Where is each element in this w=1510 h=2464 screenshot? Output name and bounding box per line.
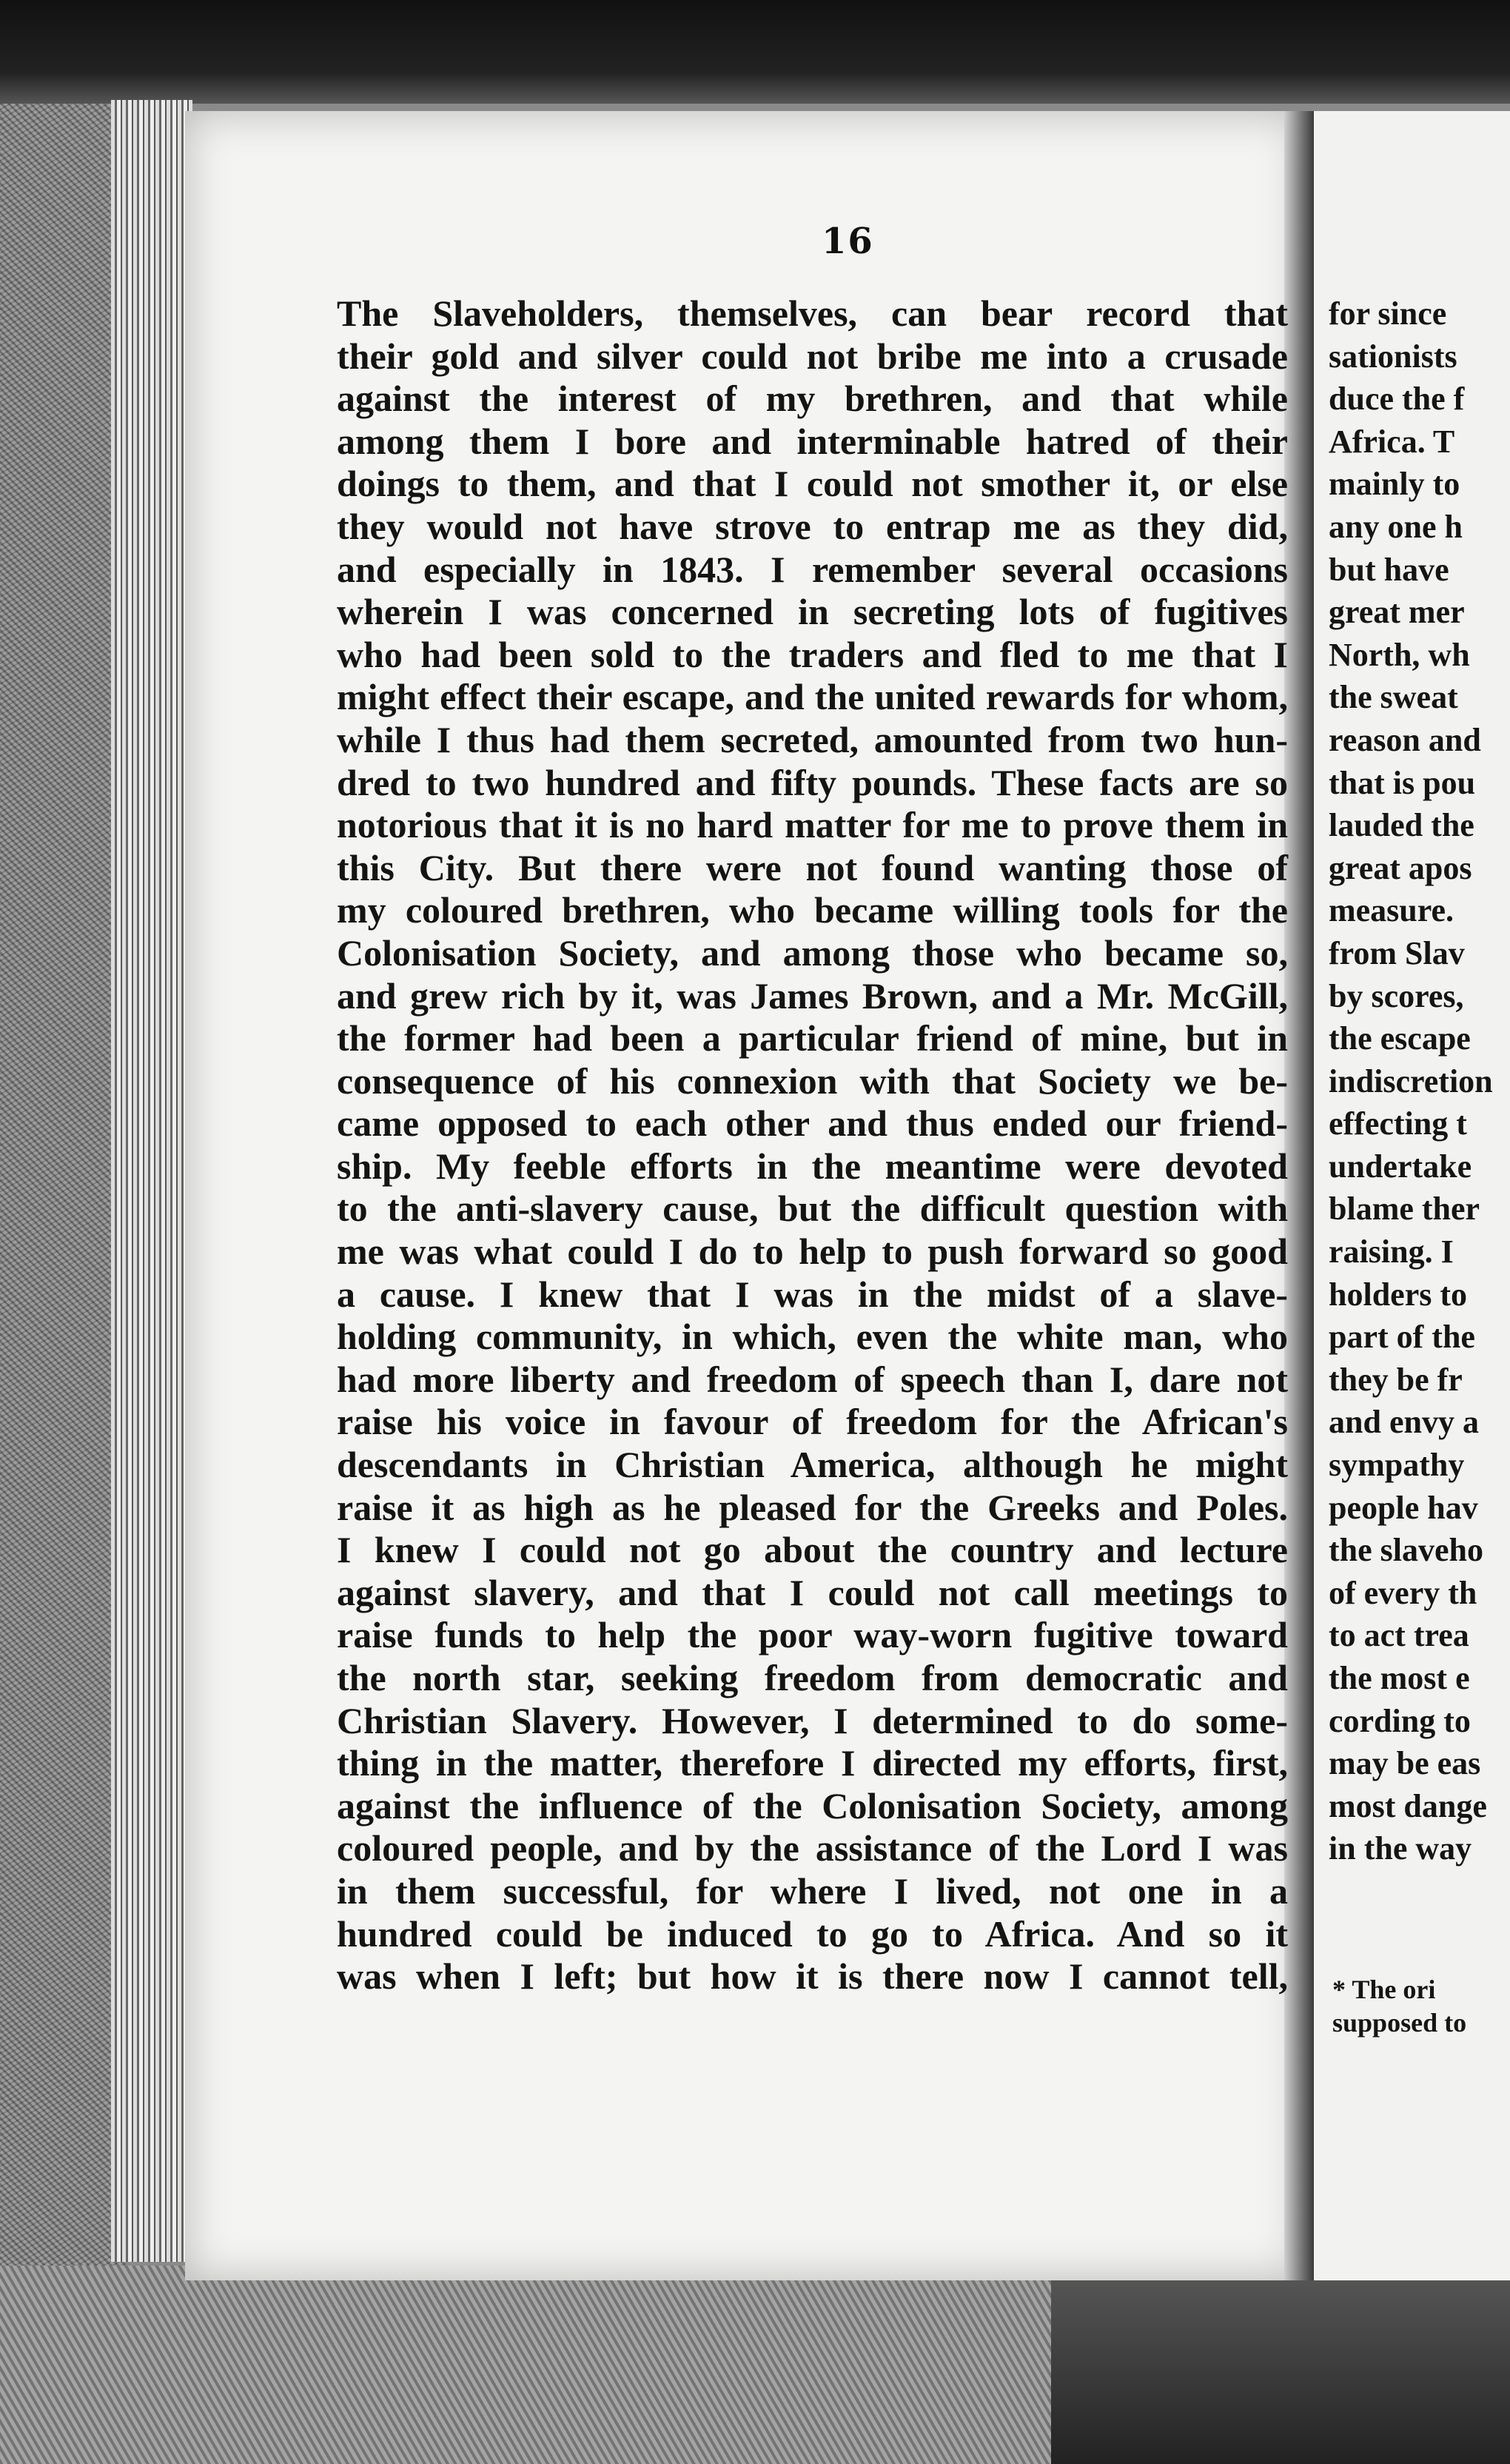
text-line: thing in the matter, therefore I directed my efforts, first, [337, 1742, 1288, 1784]
right-text-line: they be fr [1329, 1361, 1463, 1398]
text-line: my coloured brethren, who became willing tools for the [337, 889, 1288, 931]
right-page-footnote [1332, 1973, 1510, 2040]
text-line: hundred could be induced to go to Africa. And so it [337, 1912, 1288, 1955]
text-line: while I thus had them secreted, amounted from two hun- [337, 718, 1288, 760]
text-line: the former had been a particular friend of mine, but in [337, 1017, 1288, 1059]
right-text-line: cording to [1329, 1702, 1471, 1739]
right-text-line: to act trea [1329, 1617, 1469, 1654]
text-line: The Slaveholders, themselves, can bear record that [337, 292, 1288, 334]
text-line: Colonisation Society, and among those who became so, [337, 931, 1288, 974]
right-text-line: for since [1329, 295, 1447, 332]
right-text-line: from Slav [1329, 934, 1465, 971]
right-text-line: blame ther [1329, 1191, 1480, 1228]
page-number: 16 [822, 221, 874, 262]
text-line: among them I bore and interminable hatred of their [337, 420, 1288, 462]
text-line: their gold and silver could not bribe me into a crusade [337, 335, 1288, 377]
right-text-line: Africa. T [1329, 423, 1455, 460]
right-text-line: the slaveho [1329, 1532, 1483, 1569]
text-line: raise funds to help the poor way-worn fugitive toward [337, 1614, 1288, 1656]
right-text-line: measure. [1329, 892, 1454, 929]
right-text-line: sympathy [1329, 1447, 1465, 1484]
text-line: I knew I could not go about the country and lecture [337, 1529, 1288, 1571]
text-line: raise his voice in favour of freedom for the African's [337, 1401, 1288, 1443]
text-line: and grew rich by it, was James Brown, and a Mr. McGill, [337, 974, 1288, 1017]
right-text-line: great mer [1329, 594, 1465, 631]
text-line: the north star, seeking freedom from democratic and [337, 1657, 1288, 1698]
right-text-line: by scores, [1329, 977, 1464, 1014]
right-text-line: the most e [1329, 1660, 1470, 1696]
scan-bottom-right-shadow [1051, 2280, 1510, 2464]
footnote-line: supposed to [1332, 2008, 1467, 2038]
right-text-line: people hav [1329, 1489, 1478, 1526]
text-line: raise it as high as he pleased for the Greeks and Poles. [337, 1486, 1288, 1528]
text-line: ship. My feeble efforts in the meantime were devoted [337, 1145, 1288, 1187]
text-line: against slavery, and that I could not call meetings to [337, 1571, 1288, 1613]
text-line: me was what could I do to help to push forward so good [337, 1231, 1288, 1273]
right-text-line: reason and [1329, 721, 1481, 758]
book-gutter [1284, 111, 1314, 2280]
right-text-line: but have [1329, 551, 1449, 588]
text-line: doings to them, and that I could not smother it, or else [337, 463, 1288, 505]
text-line: wherein I was concerned in secreting lots of fugitives [337, 591, 1288, 633]
text-line: descendants in Christian America, although he might [337, 1444, 1288, 1486]
right-text-line: most dange [1329, 1787, 1487, 1824]
text-line: against the influence of the Colonisation Society, among [337, 1784, 1288, 1827]
right-text-line: any one h [1329, 508, 1463, 545]
text-line: this City. But there were not found wanting those of [337, 846, 1288, 888]
right-text-line: the sweat [1329, 679, 1458, 716]
text-line: who had been sold to the traders and fled to me that I [337, 633, 1288, 675]
text-line: came opposed to each other and thus ended our friend- [337, 1102, 1288, 1145]
right-text-line: North, wh [1329, 636, 1470, 673]
right-text-line: indiscretion [1329, 1062, 1493, 1099]
text-line: notorious that it is no hard matter for me to prove them in [337, 804, 1288, 846]
text-line: coloured people, and by the assistance of the Lord I was [337, 1827, 1288, 1869]
text-line: was when I left; but how it is there now I cannot tell, [337, 1955, 1288, 1998]
text-line: in them successful, for where I lived, not one in a [337, 1869, 1288, 1912]
right-text-line: undertake [1329, 1148, 1472, 1185]
text-line: consequence of his connexion with that Society we be- [337, 1059, 1288, 1102]
right-page-text-block [1329, 292, 1510, 1870]
text-line: a cause. I knew that I was in the midst of a slave- [337, 1273, 1288, 1315]
text-line: and especially in 1843. I remember several occasions [337, 548, 1288, 590]
right-text-line: that is pou [1329, 764, 1476, 801]
text-line: Christian Slavery. However, I determined to do some- [337, 1699, 1288, 1741]
right-text-line: holders to [1329, 1276, 1467, 1313]
right-text-line: may be eas [1329, 1745, 1481, 1782]
text-line: against the interest of my brethren, and that while [337, 378, 1288, 420]
scan-top-shadow [0, 0, 1510, 104]
right-text-line: the escape [1329, 1020, 1471, 1057]
main-text-block [337, 292, 1288, 1998]
right-text-line: in the way [1329, 1830, 1472, 1867]
right-text-line: and envy a [1329, 1404, 1479, 1441]
right-text-line: mainly to [1329, 466, 1460, 503]
right-text-line: raising. I [1329, 1233, 1454, 1270]
text-line: had more liberty and freedom of speech than I, dare not [337, 1358, 1288, 1400]
right-text-line: of every th [1329, 1574, 1477, 1611]
right-text-line: great apos [1329, 849, 1472, 886]
scan-left-margin [0, 104, 126, 2464]
text-line: they would not have strove to entrap me as they did, [337, 505, 1288, 547]
footnote-line: * The ori [1332, 1975, 1436, 2004]
right-text-line: sationists [1329, 338, 1457, 375]
right-text-line: duce the f [1329, 381, 1465, 418]
right-text-line: part of the [1329, 1319, 1475, 1356]
right-text-line: effecting t [1329, 1105, 1467, 1142]
book-page-edges [111, 100, 192, 2262]
text-line: to the anti-slavery cause, but the difficult question with [337, 1188, 1288, 1230]
right-text-line: lauded the [1329, 807, 1474, 844]
text-line: might effect their escape, and the united rewards for whom, [337, 676, 1288, 718]
text-line: holding community, in which, even the white man, who [337, 1316, 1288, 1358]
text-line: dred to two hundred and fifty pounds. These facts are so [337, 761, 1288, 803]
